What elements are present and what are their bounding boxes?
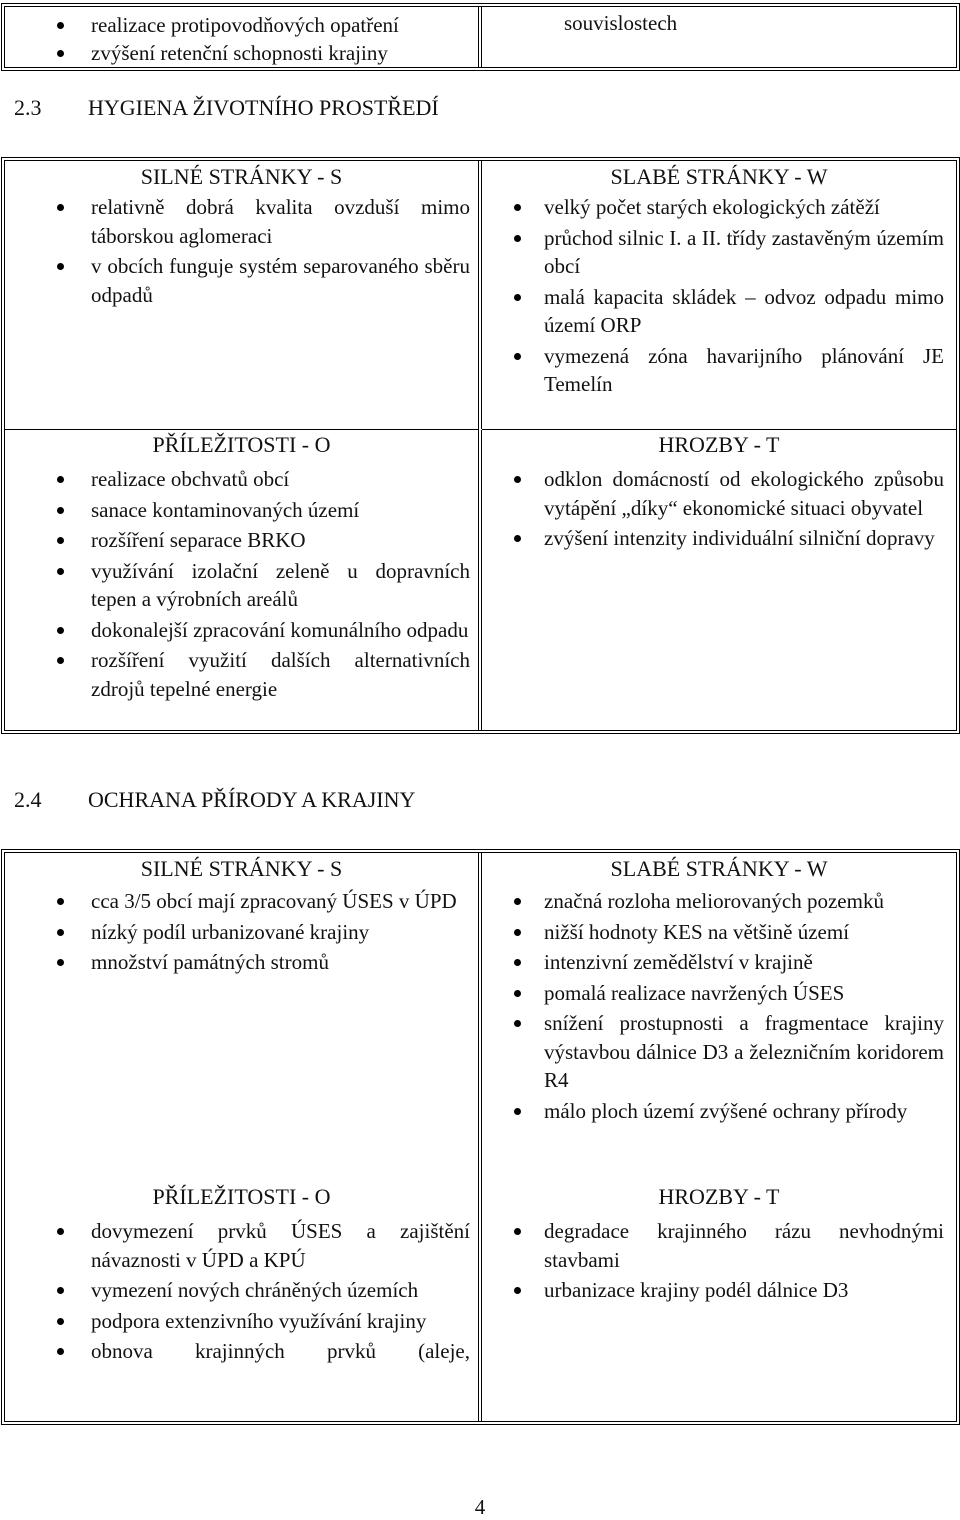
list-item: degradace krajinného rázu nevhodnými stavbami [482,1217,956,1274]
opportunities-header: PŘÍLEŽITOSTI - O [152,1184,331,1209]
section-title: HYGIENA ŽIVOTNÍHO PROSTŘEDÍ [88,95,439,120]
list-item: málo ploch území zvýšené ochrany přírody [482,1097,956,1126]
threats-cell [482,429,956,730]
list-item: obnova krajinných prvků (aleje, [5,1337,478,1366]
list-item: intenzivní zemědělství v krajině [482,948,956,977]
list-item: urbanizace krajiny podél dálnice D3 [482,1276,956,1305]
strengths-cell [5,161,479,429]
weaknesses-header: SLABÉ STRÁNKY - W [610,856,828,881]
threats-cell [482,1183,956,1421]
top-table-list [5,7,478,67]
list-item: pomalá realizace navržených ÚSES [482,979,956,1008]
list-item: realizace obchvatů obcí [5,465,478,494]
opportunities-header: PŘÍLEŽITOSTI - O [152,432,331,457]
list-item: rozšíření využití dalších alternativních zdrojů tepelné energie [5,646,478,703]
list-item: podpora extenzivního využívání krajiny [5,1307,478,1336]
strengths-header: SILNÉ STRÁNKY - S [140,164,343,189]
threats-header: HROZBY - T [658,1184,780,1209]
weaknesses-header: SLABÉ STRÁNKY - W [610,164,828,189]
strengths-list [5,887,478,977]
threats-list [482,465,956,553]
section-heading-2-4 [14,787,415,813]
top-table [4,6,957,68]
list-item: vymezená zóna havarijního plánování JE Temelín [482,342,956,399]
weaknesses-list [482,887,956,1125]
threats-list [482,1217,956,1305]
list-item: dovymezení prvků ÚSES a zajištění návaznosti v ÚPD a KPÚ [5,1217,478,1274]
continuation-text: souvislostech [564,11,678,35]
opportunities-list [5,465,478,703]
list-item: relativně dobrá kvalita ovzduší mimo táborskou aglomeraci [5,193,478,250]
threats-header: HROZBY - T [658,432,780,457]
section-number: 2.3 [14,95,42,120]
section-title: OCHRANA PŘÍRODY A KRAJINY [88,787,416,812]
list-item: odklon domácností od ekologického způsobu vytápění „díky“ ekonomické situaci obyvatel [482,465,956,522]
weaknesses-cell [482,853,956,1183]
weaknesses-cell [482,161,956,429]
list-item: dokonalejší zpracování komunálního odpadu [5,616,478,645]
weaknesses-list [482,193,956,399]
section-heading-2-3 [14,95,439,121]
section-number: 2.4 [14,787,42,812]
strengths-cell [5,853,479,1183]
list-item: zvýšení retenční schopnosti krajiny [5,39,478,67]
list-item: v obcích funguje systém separovaného sběru odpadů [5,252,478,309]
top-table-right [482,7,956,67]
strengths-list [5,193,478,309]
swot-table-2-4 [4,852,957,1422]
opportunities-cell [5,1183,479,1421]
list-item: průchod silnic I. a II. třídy zastavěným územím obcí [482,224,956,281]
list-item: snížení prostupnosti a fragmentace krajiny výstavbou dálnice D3 a železničním koridorem R4 [482,1009,956,1095]
list-item: realizace protipovodňových opatření [5,11,478,39]
page-number: 4 [474,1495,486,1519]
list-item: využívání izolační zeleně u dopravních tepen a výrobních areálů [5,557,478,614]
list-item: rozšíření separace BRKO [5,526,478,555]
top-table-left [5,7,479,67]
opportunities-cell [5,429,479,730]
list-item: velký počet starých ekologických zátěží [482,193,956,222]
swot-table-2-3 [4,160,957,731]
opportunities-list [5,1217,478,1366]
list-item: nízký podíl urbanizované krajiny [5,918,478,947]
list-item: množství památných stromů [5,948,478,977]
list-item: zvýšení intenzity individuální silniční dopravy [482,524,956,553]
list-item: vymezení nových chráněných územích [5,1276,478,1305]
list-item: malá kapacita skládek – odvoz odpadu mimo území ORP [482,283,956,340]
list-item: nižší hodnoty KES na většině území [482,918,956,947]
list-item: cca 3/5 obcí mají zpracovaný ÚSES v ÚPD [5,887,478,916]
list-item: značná rozloha meliorovaných pozemků [482,887,956,916]
strengths-header: SILNÉ STRÁNKY - S [140,856,343,881]
list-item: sanace kontaminovaných území [5,496,478,525]
